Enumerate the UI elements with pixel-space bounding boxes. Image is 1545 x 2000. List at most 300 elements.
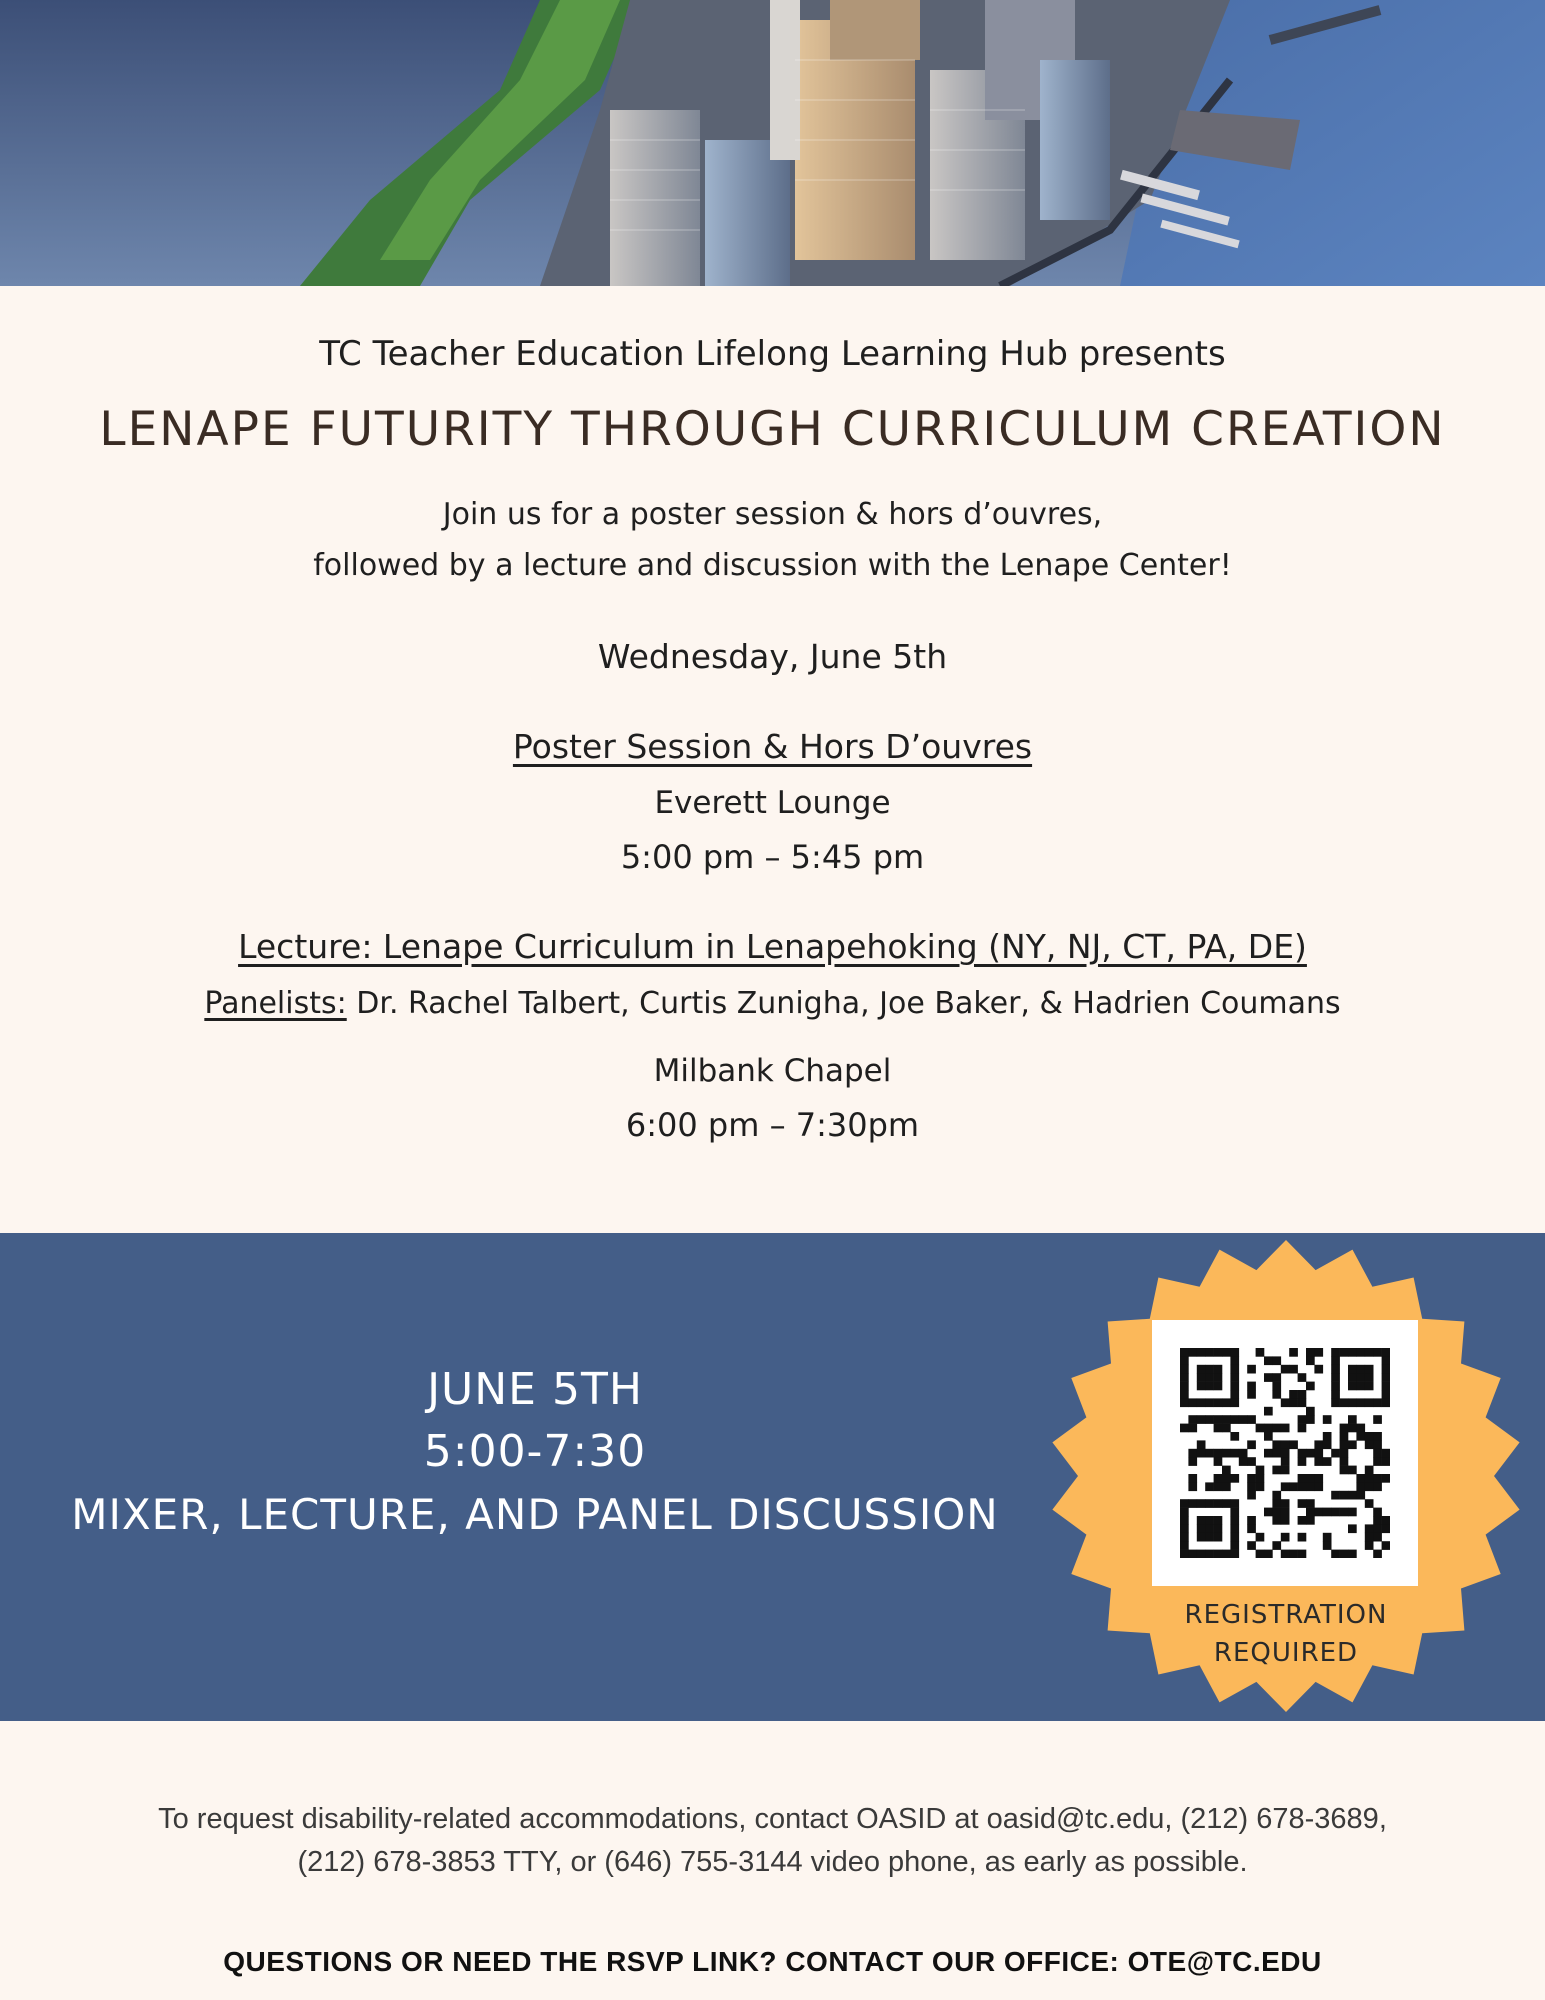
qr-module bbox=[1365, 1398, 1374, 1407]
qr-module bbox=[1373, 1449, 1382, 1458]
qr-module bbox=[1272, 1466, 1281, 1475]
qr-module bbox=[1214, 1499, 1223, 1508]
qr-module bbox=[1356, 1373, 1365, 1382]
qr-module bbox=[1230, 1348, 1239, 1357]
qr-module bbox=[1230, 1533, 1239, 1542]
qr-module bbox=[1289, 1398, 1298, 1407]
qr-module bbox=[1373, 1482, 1382, 1491]
qr-module bbox=[1365, 1382, 1374, 1391]
qr-module bbox=[1298, 1398, 1307, 1407]
qr-module bbox=[1256, 1550, 1265, 1558]
qr-module bbox=[1348, 1424, 1357, 1433]
qr-module bbox=[1272, 1373, 1281, 1382]
qr-module bbox=[1340, 1424, 1349, 1433]
qr-module bbox=[1314, 1348, 1323, 1357]
qr-module bbox=[1180, 1541, 1189, 1550]
qr-module bbox=[1214, 1550, 1223, 1558]
qr-module bbox=[1340, 1432, 1349, 1441]
invite-line-1: Join us for a poster session & hors d’ouvres, bbox=[442, 497, 1103, 532]
qr-module bbox=[1264, 1449, 1273, 1458]
qr-module bbox=[1205, 1348, 1214, 1357]
qr-module bbox=[1323, 1415, 1332, 1424]
qr-module bbox=[1356, 1482, 1365, 1491]
qr-module bbox=[1281, 1457, 1290, 1466]
qr-module bbox=[1214, 1373, 1223, 1382]
qr-module bbox=[1247, 1440, 1256, 1449]
qr-module bbox=[1281, 1482, 1290, 1491]
qr-module bbox=[1222, 1499, 1231, 1508]
qr-module bbox=[1272, 1499, 1281, 1508]
qr-module bbox=[1382, 1449, 1390, 1458]
accommodations-line-1: To request disability-related accommodations, contact OASID at oasid@tc.edu, (212) 678-3689, bbox=[158, 1803, 1387, 1835]
event-title: LENAPE FUTURITY THROUGH CURRICULUM CREATION bbox=[99, 402, 1446, 457]
qr-module bbox=[1373, 1516, 1382, 1525]
qr-module bbox=[1214, 1457, 1223, 1466]
qr-module bbox=[1382, 1365, 1390, 1374]
qr-module bbox=[1331, 1449, 1340, 1458]
qr-module bbox=[1272, 1424, 1281, 1433]
qr-module bbox=[1306, 1407, 1315, 1416]
qr-module bbox=[1373, 1474, 1382, 1483]
qr-module bbox=[1188, 1550, 1197, 1558]
qr-module bbox=[1373, 1524, 1382, 1533]
qr-module bbox=[1340, 1508, 1349, 1517]
qr-module bbox=[1382, 1373, 1390, 1382]
invite-line-2: followed by a lecture and discussion with the Lenape Center! bbox=[313, 548, 1232, 583]
qr-module bbox=[1188, 1398, 1197, 1407]
qr-module bbox=[1323, 1541, 1332, 1550]
qr-module bbox=[1340, 1466, 1349, 1475]
qr-module bbox=[1239, 1457, 1248, 1466]
qr-module bbox=[1289, 1390, 1298, 1399]
qr-module bbox=[1222, 1466, 1231, 1475]
qr-module bbox=[1365, 1348, 1374, 1357]
qr-module bbox=[1281, 1508, 1290, 1517]
qr-module bbox=[1239, 1415, 1248, 1424]
qr-module bbox=[1365, 1432, 1374, 1441]
qr-module bbox=[1230, 1524, 1239, 1533]
qr-module bbox=[1256, 1474, 1265, 1483]
qr-module bbox=[1306, 1382, 1315, 1391]
qr-module bbox=[1247, 1524, 1256, 1533]
qr-module bbox=[1340, 1457, 1349, 1466]
qr-module bbox=[1382, 1390, 1390, 1399]
accommodations-line-2: (212) 678-3853 TTY, or (646) 755-3144 video phone, as early as possible. bbox=[297, 1846, 1248, 1878]
qr-module bbox=[1331, 1365, 1340, 1374]
qr-code-icon[interactable] bbox=[1180, 1348, 1390, 1558]
qr-module bbox=[1382, 1398, 1390, 1407]
event-date: Wednesday, June 5th bbox=[597, 637, 948, 676]
qr-module bbox=[1356, 1424, 1365, 1433]
qr-module bbox=[1281, 1466, 1290, 1475]
qr-module bbox=[1348, 1440, 1357, 1449]
qr-module bbox=[1180, 1365, 1189, 1374]
qr-module bbox=[1323, 1432, 1332, 1441]
qr-module bbox=[1314, 1474, 1323, 1483]
poster-session-time: 5:00 pm – 5:45 pm bbox=[620, 838, 925, 876]
qr-module bbox=[1348, 1415, 1357, 1424]
qr-module bbox=[1264, 1407, 1273, 1416]
qr-module bbox=[1256, 1424, 1265, 1433]
lecture-time: 6:00 pm – 7:30pm bbox=[625, 1106, 920, 1144]
qr-module bbox=[1222, 1415, 1231, 1424]
qr-module bbox=[1247, 1541, 1256, 1550]
qr-module bbox=[1298, 1415, 1307, 1424]
qr-module bbox=[1373, 1440, 1382, 1449]
qr-module bbox=[1323, 1508, 1332, 1517]
qr-module bbox=[1306, 1449, 1315, 1458]
qr-module bbox=[1264, 1550, 1273, 1558]
qr-module bbox=[1188, 1482, 1197, 1491]
qr-module bbox=[1239, 1449, 1248, 1458]
qr-module bbox=[1205, 1382, 1214, 1391]
qr-module bbox=[1180, 1373, 1189, 1382]
qr-module bbox=[1365, 1533, 1374, 1542]
qr-module bbox=[1188, 1474, 1197, 1483]
qr-module bbox=[1306, 1356, 1315, 1365]
qr-module bbox=[1348, 1466, 1357, 1475]
qr-module bbox=[1272, 1449, 1281, 1458]
qr-module bbox=[1382, 1474, 1390, 1483]
qr-module bbox=[1373, 1533, 1382, 1542]
qr-module bbox=[1281, 1550, 1290, 1558]
qr-module bbox=[1205, 1533, 1214, 1542]
qr-module bbox=[1373, 1432, 1382, 1441]
qr-module bbox=[1197, 1533, 1206, 1542]
qr-module bbox=[1289, 1348, 1298, 1357]
qr-module bbox=[1272, 1541, 1281, 1550]
qr-module bbox=[1247, 1482, 1256, 1491]
qr-module bbox=[1180, 1508, 1189, 1517]
qr-module bbox=[1197, 1499, 1206, 1508]
qr-module bbox=[1214, 1474, 1223, 1483]
qr-module bbox=[1281, 1516, 1290, 1525]
panelists-label: Panelists: bbox=[204, 986, 347, 1021]
qr-module bbox=[1222, 1398, 1231, 1407]
qr-module bbox=[1205, 1415, 1214, 1424]
qr-module bbox=[1230, 1382, 1239, 1391]
qr-module bbox=[1306, 1474, 1315, 1483]
qr-module bbox=[1205, 1373, 1214, 1382]
qr-module bbox=[1348, 1550, 1357, 1558]
qr-module bbox=[1272, 1382, 1281, 1391]
qr-module bbox=[1180, 1382, 1189, 1391]
qr-module bbox=[1230, 1449, 1239, 1458]
qr-module bbox=[1205, 1449, 1214, 1458]
qr-module bbox=[1247, 1382, 1256, 1391]
qr-module bbox=[1205, 1499, 1214, 1508]
qr-module bbox=[1281, 1440, 1290, 1449]
qr-module bbox=[1214, 1524, 1223, 1533]
qr-module bbox=[1306, 1508, 1315, 1517]
qr-module bbox=[1340, 1449, 1349, 1458]
qr-module bbox=[1356, 1365, 1365, 1374]
qr-module bbox=[1230, 1541, 1239, 1550]
qr-module bbox=[1340, 1348, 1349, 1357]
qr-module bbox=[1348, 1365, 1357, 1374]
qr-module bbox=[1247, 1457, 1256, 1466]
qr-module bbox=[1365, 1466, 1374, 1475]
qr-module bbox=[1306, 1348, 1315, 1357]
qr-module bbox=[1230, 1390, 1239, 1399]
qr-module bbox=[1356, 1348, 1365, 1357]
qr-module bbox=[1214, 1424, 1223, 1433]
qr-module bbox=[1205, 1516, 1214, 1525]
qr-module bbox=[1314, 1457, 1323, 1466]
qr-module bbox=[1230, 1356, 1239, 1365]
qr-module bbox=[1222, 1348, 1231, 1357]
qr-module bbox=[1298, 1482, 1307, 1491]
qr-module bbox=[1331, 1373, 1340, 1382]
qr-module bbox=[1205, 1482, 1214, 1491]
qr-module bbox=[1382, 1457, 1390, 1466]
band-time: 5:00-7:30 bbox=[423, 1426, 647, 1477]
qr-module bbox=[1289, 1365, 1298, 1374]
qr-module bbox=[1281, 1365, 1290, 1374]
qr-module bbox=[1264, 1373, 1273, 1382]
qr-module bbox=[1298, 1449, 1307, 1458]
qr-module bbox=[1373, 1550, 1382, 1558]
qr-module bbox=[1356, 1382, 1365, 1391]
qr-module bbox=[1298, 1499, 1307, 1508]
qr-module bbox=[1298, 1390, 1307, 1399]
qr-module bbox=[1348, 1373, 1357, 1382]
hero-city-photo bbox=[0, 0, 1545, 286]
qr-module bbox=[1298, 1533, 1307, 1542]
qr-module bbox=[1188, 1457, 1197, 1466]
qr-module bbox=[1214, 1449, 1223, 1458]
qr-module bbox=[1230, 1432, 1239, 1441]
qr-module bbox=[1247, 1415, 1256, 1424]
qr-module bbox=[1331, 1550, 1340, 1558]
qr-module bbox=[1230, 1499, 1239, 1508]
qr-module bbox=[1272, 1516, 1281, 1525]
qr-module bbox=[1272, 1491, 1281, 1500]
qr-module bbox=[1197, 1550, 1206, 1558]
qr-module bbox=[1230, 1474, 1239, 1483]
qr-module bbox=[1356, 1474, 1365, 1483]
qr-module bbox=[1230, 1550, 1239, 1558]
qr-module bbox=[1331, 1390, 1340, 1399]
qr-module bbox=[1264, 1356, 1273, 1365]
qr-module bbox=[1323, 1533, 1332, 1542]
qr-module bbox=[1230, 1373, 1239, 1382]
qr-module bbox=[1356, 1491, 1365, 1500]
contact-line: QUESTIONS OR NEED THE RSVP LINK? CONTACT OUR OFFICE: OTE@TC.EDU bbox=[223, 1946, 1322, 1977]
qr-module bbox=[1180, 1524, 1189, 1533]
qr-module bbox=[1222, 1482, 1231, 1491]
qr-module bbox=[1298, 1373, 1307, 1382]
qr-module bbox=[1365, 1365, 1374, 1374]
qr-module bbox=[1264, 1508, 1273, 1517]
qr-module bbox=[1382, 1356, 1390, 1365]
qr-module bbox=[1348, 1348, 1357, 1357]
qr-module bbox=[1272, 1508, 1281, 1517]
qr-module bbox=[1197, 1382, 1206, 1391]
qr-module bbox=[1306, 1415, 1315, 1424]
qr-module bbox=[1197, 1373, 1206, 1382]
qr-module bbox=[1289, 1440, 1298, 1449]
qr-module bbox=[1373, 1415, 1382, 1424]
qr-module bbox=[1356, 1432, 1365, 1441]
qr-module bbox=[1331, 1508, 1340, 1517]
qr-module bbox=[1272, 1390, 1281, 1399]
qr-module bbox=[1230, 1516, 1239, 1525]
qr-module bbox=[1272, 1440, 1281, 1449]
qr-module bbox=[1180, 1356, 1189, 1365]
qr-module bbox=[1348, 1398, 1357, 1407]
qr-module bbox=[1205, 1365, 1214, 1374]
qr-module bbox=[1314, 1449, 1323, 1458]
qr-module bbox=[1197, 1415, 1206, 1424]
qr-module bbox=[1230, 1508, 1239, 1517]
registration-label-line-1: REGISTRATION bbox=[1184, 1600, 1388, 1630]
qr-module bbox=[1247, 1516, 1256, 1525]
qr-module bbox=[1331, 1348, 1340, 1357]
qr-module bbox=[1281, 1424, 1290, 1433]
qr-module bbox=[1197, 1348, 1206, 1357]
qr-module bbox=[1222, 1550, 1231, 1558]
qr-module bbox=[1365, 1440, 1374, 1449]
qr-module bbox=[1205, 1550, 1214, 1558]
qr-module bbox=[1356, 1398, 1365, 1407]
qr-module bbox=[1256, 1348, 1265, 1357]
qr-module bbox=[1348, 1524, 1357, 1533]
qr-module bbox=[1180, 1424, 1189, 1433]
qr-module bbox=[1197, 1524, 1206, 1533]
qr-module bbox=[1197, 1440, 1206, 1449]
qr-module bbox=[1306, 1499, 1315, 1508]
qr-module bbox=[1214, 1482, 1223, 1491]
qr-module bbox=[1197, 1516, 1206, 1525]
poster-session-heading: Poster Session & Hors D’ouvres bbox=[512, 727, 1033, 766]
qr-module bbox=[1365, 1482, 1374, 1491]
qr-module bbox=[1323, 1457, 1332, 1466]
qr-module bbox=[1314, 1440, 1323, 1449]
qr-module bbox=[1298, 1457, 1307, 1466]
qr-module bbox=[1256, 1533, 1265, 1542]
qr-module bbox=[1214, 1415, 1223, 1424]
qr-module bbox=[1365, 1474, 1374, 1483]
lecture-location: Milbank Chapel bbox=[653, 1053, 892, 1089]
band-date: JUNE 5TH bbox=[427, 1364, 643, 1415]
qr-module bbox=[1188, 1449, 1197, 1458]
qr-module bbox=[1205, 1398, 1214, 1407]
panelists-line bbox=[0, 986, 1545, 1021]
band-description: MIXER, LECTURE, AND PANEL DISCUSSION bbox=[71, 1490, 999, 1539]
qr-module bbox=[1348, 1508, 1357, 1517]
qr-module bbox=[1197, 1449, 1206, 1458]
qr-module bbox=[1340, 1398, 1349, 1407]
qr-module bbox=[1188, 1348, 1197, 1357]
qr-module bbox=[1180, 1348, 1189, 1357]
qr-module bbox=[1256, 1466, 1265, 1475]
qr-module bbox=[1314, 1365, 1323, 1374]
qr-module bbox=[1230, 1365, 1239, 1374]
qr-module bbox=[1373, 1348, 1382, 1357]
qr-module bbox=[1298, 1474, 1307, 1483]
poster-session-location: Everett Lounge bbox=[654, 785, 891, 821]
qr-module bbox=[1298, 1424, 1307, 1433]
qr-module bbox=[1365, 1373, 1374, 1382]
qr-module bbox=[1180, 1550, 1189, 1558]
qr-module bbox=[1365, 1499, 1374, 1508]
qr-module bbox=[1331, 1398, 1340, 1407]
qr-module bbox=[1281, 1533, 1290, 1542]
qr-module bbox=[1382, 1541, 1390, 1550]
qr-module bbox=[1306, 1482, 1315, 1491]
qr-module bbox=[1382, 1524, 1390, 1533]
qr-module bbox=[1281, 1398, 1290, 1407]
qr-module bbox=[1214, 1516, 1223, 1525]
qr-module bbox=[1180, 1390, 1189, 1399]
qr-module bbox=[1373, 1457, 1382, 1466]
qr-module bbox=[1222, 1424, 1231, 1433]
registration-qr-code[interactable] bbox=[1152, 1320, 1418, 1586]
qr-module bbox=[1323, 1440, 1332, 1449]
qr-module bbox=[1331, 1356, 1340, 1365]
qr-module bbox=[1289, 1550, 1298, 1558]
qr-module bbox=[1365, 1541, 1374, 1550]
qr-module bbox=[1205, 1524, 1214, 1533]
qr-module bbox=[1331, 1491, 1340, 1500]
qr-module bbox=[1214, 1348, 1223, 1357]
qr-module bbox=[1306, 1516, 1315, 1525]
qr-module bbox=[1180, 1533, 1189, 1542]
qr-module bbox=[1348, 1382, 1357, 1391]
qr-module bbox=[1281, 1449, 1290, 1458]
qr-module bbox=[1230, 1398, 1239, 1407]
qr-module bbox=[1222, 1449, 1231, 1458]
qr-module bbox=[1314, 1508, 1323, 1517]
panelists-names: Dr. Rachel Talbert, Curtis Zunigha, Joe Baker, & Hadrien Coumans bbox=[356, 986, 1341, 1021]
qr-module bbox=[1331, 1382, 1340, 1391]
qr-module bbox=[1222, 1474, 1231, 1483]
qr-module bbox=[1247, 1365, 1256, 1374]
qr-module bbox=[1180, 1398, 1189, 1407]
qr-module bbox=[1382, 1516, 1390, 1525]
qr-module bbox=[1289, 1482, 1298, 1491]
qr-module bbox=[1340, 1440, 1349, 1449]
qr-module bbox=[1197, 1365, 1206, 1374]
qr-module bbox=[1214, 1382, 1223, 1391]
qr-module bbox=[1188, 1415, 1197, 1424]
qr-module bbox=[1180, 1516, 1189, 1525]
qr-module bbox=[1382, 1382, 1390, 1391]
qr-module bbox=[1373, 1508, 1382, 1517]
qr-module bbox=[1264, 1432, 1273, 1441]
qr-module bbox=[1197, 1398, 1206, 1407]
qr-module bbox=[1298, 1550, 1307, 1558]
presenter-line: TC Teacher Education Lifelong Learning Hub presents bbox=[319, 334, 1226, 374]
qr-module bbox=[1348, 1491, 1357, 1500]
qr-module bbox=[1264, 1424, 1273, 1433]
qr-module bbox=[1365, 1524, 1374, 1533]
qr-module bbox=[1373, 1398, 1382, 1407]
qr-module bbox=[1214, 1398, 1223, 1407]
qr-module bbox=[1298, 1516, 1307, 1525]
qr-module bbox=[1314, 1482, 1323, 1491]
qr-module bbox=[1272, 1356, 1281, 1365]
qr-module bbox=[1340, 1550, 1349, 1558]
qr-module bbox=[1247, 1491, 1256, 1500]
qr-module bbox=[1256, 1482, 1265, 1491]
qr-module bbox=[1230, 1415, 1239, 1424]
qr-module bbox=[1188, 1424, 1197, 1433]
qr-module bbox=[1247, 1390, 1256, 1399]
qr-module bbox=[1214, 1365, 1223, 1374]
qr-module bbox=[1340, 1491, 1349, 1500]
